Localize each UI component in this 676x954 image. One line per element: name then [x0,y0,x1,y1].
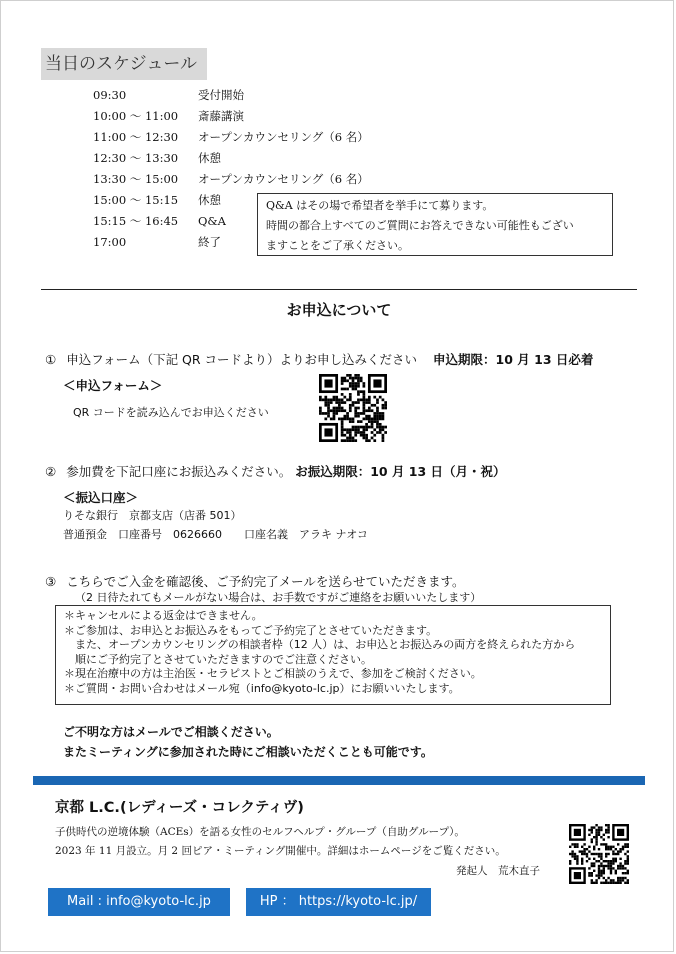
step3-subtext: （2 日待たれてもメールがない場合は、お手数ですがご連絡をお願いいたします） [75,591,482,604]
bank-heading: ＜振込口座＞ [63,490,139,505]
contact-line: ご不明な方はメールでご相談ください。 [63,725,279,739]
founder-name: 発起人 荒木直子 [456,865,540,877]
step2-line [45,462,506,480]
schedule-time: 10:00 ～ 11:00 [93,109,179,123]
schedule-row [1,211,251,232]
schedule-event: Q&A [198,214,226,228]
qa-note-line: 時間の都合上すべてのご質問にお答えできない可能性もござい [266,219,574,232]
schedule-event: オープンカウンセリング（6 名） [198,130,369,144]
section-divider [41,289,637,290]
schedule-event: 斎藤講演 [198,109,244,123]
step2-text: 参加費を下記口座にお振込みください。 [66,464,292,479]
schedule-row [1,190,251,211]
step1-number: ① [45,352,57,367]
schedule-time: 13:30 ～ 15:00 [93,172,179,186]
mail-button[interactable]: Mail : info@kyoto-lc.jp [48,888,230,916]
org-description: 2023 年 11 月設立。月 2 回ピア・ミーティング開催中。詳細はホームページをご覧ください。 [55,845,506,857]
schedule-title: 当日のスケジュール [41,48,207,80]
application-title: お申込について [286,301,392,319]
schedule-event: 休憩 [198,193,221,207]
schedule-row [1,232,251,253]
bank-account-line: 普通預金 口座番号 0626660 口座名義 アラキ ナオコ [63,528,368,541]
step3-line [45,572,464,590]
schedule-row [1,85,301,106]
qa-note-line: ますことをご了承ください。 [266,239,409,252]
schedule-row [1,148,301,169]
step1-deadline: 申込期限：10 月 13 日必着 [433,352,594,367]
schedule-time: 11:00 ～ 12:30 [93,130,179,144]
footer-accent-bar [33,776,645,785]
qa-note-box [257,193,613,256]
step3-text: こちらでご入金を確認後、ご予約完了メールを送らせていただきます。 [66,574,465,589]
step3-number: ③ [45,574,57,589]
contact-line: またミーティングに参加された時にご相談いただくことも可能です。 [63,745,433,759]
schedule-time: 12:30 ～ 13:30 [93,151,179,165]
qa-note-line: Q&A はその場で希望者を挙手にて募ります。 [266,199,494,212]
notes-box [55,605,611,705]
schedule-time: 15:15 ～ 16:45 [93,214,179,228]
bank-line: りそな銀行 京都支店（店番 501） [63,509,242,522]
application-qr-code[interactable] [319,374,387,442]
org-description: 子供時代の逆境体験（ACEs）を語る女性のセルフヘルプ・グループ（自助グループ）。 [55,826,465,838]
note-line: 順にご予約完了とさせていただきますのでご注意ください。 [64,652,372,666]
schedule-time: 17:00 [93,235,127,249]
schedule-time: 09:30 [93,88,127,102]
form-heading: ＜申込フォーム＞ [63,378,163,393]
step1-line [45,350,593,368]
note-line: ＊ご参加は、お申込とお振込みをもってご予約完了とさせていただきます。 [64,623,438,637]
step2-deadline: お振込期限：10 月 13 日（月・祝） [295,464,506,479]
schedule-time: 15:00 ～ 15:15 [93,193,179,207]
note-line: また、オープンカウンセリングの相談者枠（12 人）は、お申込とお振込みの両方を終えられた方から [64,638,576,651]
note-line: ＊現在治療中の方は主治医・セラピストとご相談のうえで、参加をご検討ください。 [64,667,482,680]
homepage-qr-code[interactable] [569,824,629,884]
schedule-row [1,169,401,190]
step2-number: ② [45,464,57,479]
note-line: ＊ご質問・お問い合わせはメール宛（info@kyoto-lc.jp）にお願いいたします。 [64,681,460,695]
schedule-row [1,127,401,148]
step1-text: 申込フォーム（下記 QR コードより）よりお申し込みください [66,352,418,367]
schedule-event: オープンカウンセリング（6 名） [198,172,369,186]
note-line: ＊キャンセルによる返金はできません。 [64,609,263,622]
schedule-event: 受付開始 [198,88,244,102]
org-name: 京都 L.C.(レディーズ・コレクティヴ) [55,800,304,816]
form-text: QR コードを読み込んでお申込ください [73,406,269,419]
schedule-event: 休憩 [198,151,221,165]
schedule-event: 終了 [198,235,221,249]
schedule-row [1,106,301,127]
homepage-button[interactable]: HP ： https://kyoto-lc.jp/ [246,888,431,916]
